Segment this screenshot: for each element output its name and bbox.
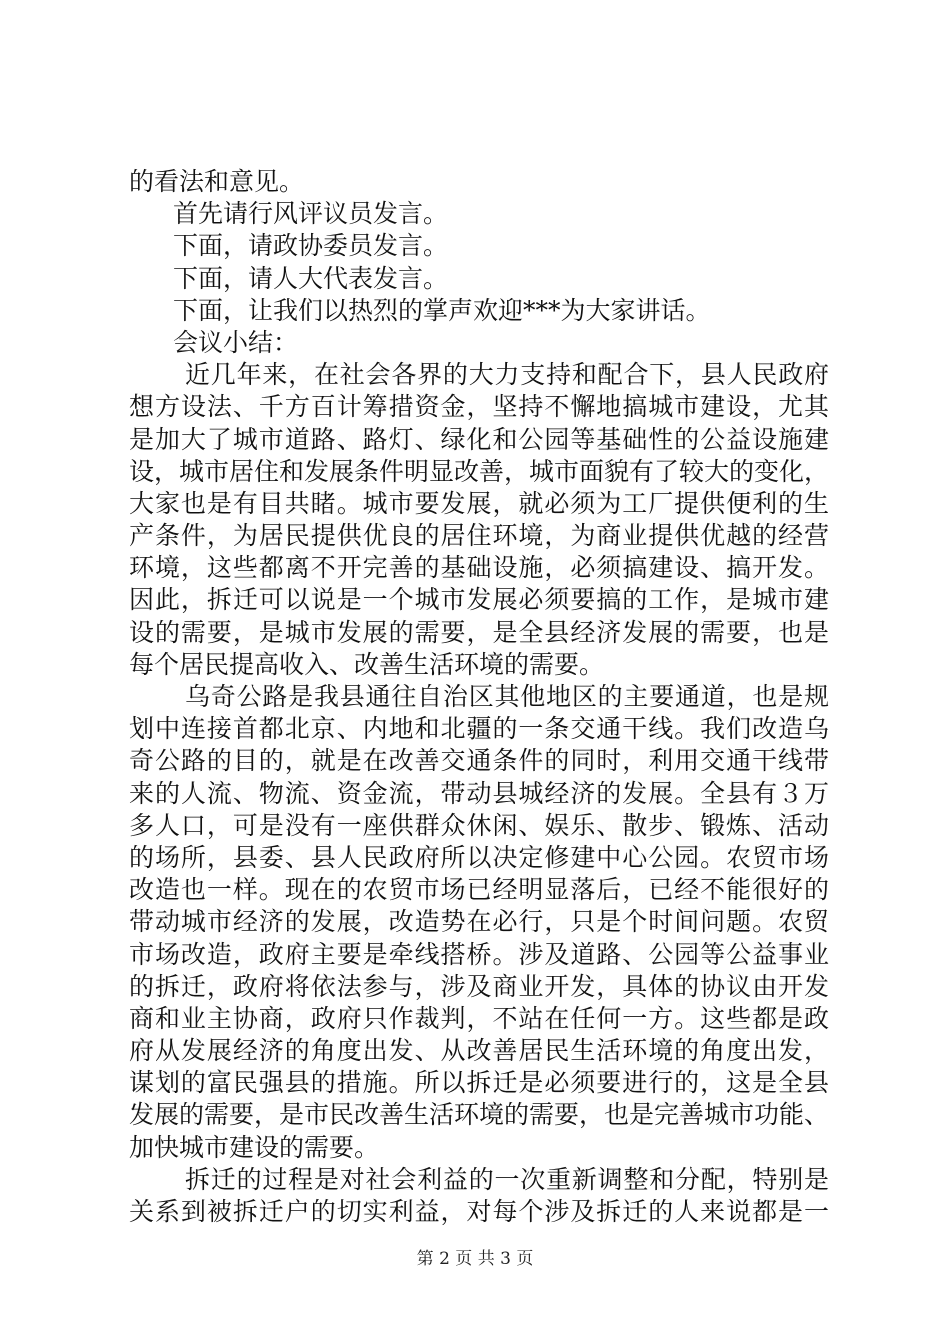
text-line: 拆迁的过程是对社会利益的一次重新调整和分配，特别是 <box>185 1164 829 1194</box>
text-line: 划中连接首都北京、内地和北疆的一条交通干线。我们改造乌 <box>129 714 829 744</box>
text-line: 府从发展经济的角度出发、从改善居民生活环境的角度出发， <box>129 1036 829 1066</box>
text-line: 的看法和意见。 <box>129 167 305 196</box>
text-line: 下面，让我们以热烈的掌声欢迎***为大家讲话。 <box>173 295 711 325</box>
text-line: 奇公路的目的，就是在改善交通条件的同时，利用交通干线带 <box>129 746 829 776</box>
text-line: 因此，拆迁可以说是一个城市发展必须要搞的工作，是城市建 <box>129 585 829 615</box>
text-line: 带动城市经济的发展，改造势在必行，只是个时间问题。农贸 <box>129 907 829 937</box>
text-line: 市场改造，政府主要是牵线搭桥。涉及道路、公园等公益事业 <box>129 939 829 969</box>
text-line: 首先请行风评议员发言。 <box>173 199 449 229</box>
text-line: 每个居民提高收入、改善生活环境的需要。 <box>129 649 605 679</box>
document-body <box>129 166 834 1228</box>
text-line: 发展的需要，是市民改善生活环境的需要，也是完善城市功能、 <box>129 1100 830 1130</box>
text-line: 改造也一样。现在的农贸市场已经明显落后，已经不能很好的 <box>129 875 829 905</box>
text-line: 会议小结： <box>173 327 299 357</box>
text-line: 大家也是有目共睹。城市要发展，就必须为工厂提供便利的生 <box>129 488 829 518</box>
text-line: 来的人流、物流、资金流，带动县城经济的发展。全县有３万 <box>129 778 829 808</box>
text-line: 的场所，县委、县人民政府所以决定修建中心公园。农贸市场 <box>129 842 829 872</box>
text-line: 多人口，可是没有一座供群众休闲、娱乐、散步、锻炼、活动 <box>129 810 829 840</box>
text-line: 的拆迁，政府将依法参与，涉及商业开发，具体的协议由开发 <box>129 971 829 1001</box>
text-line: 近几年来，在社会各界的大力支持和配合下，县人民政府 <box>185 360 829 390</box>
text-line: 环境，这些都离不开完善的基础设施，必须搞建设、搞开发。 <box>129 553 829 583</box>
text-line: 乌奇公路是我县通往自治区其他地区的主要通道，也是规 <box>185 682 829 711</box>
text-line: 设，城市居住和发展条件明显改善，城市面貌有了较大的变化， <box>129 456 830 486</box>
text-line: 设的需要，是城市发展的需要，是全县经济发展的需要，也是 <box>129 617 829 647</box>
text-line: 谋划的富民强县的措施。所以拆迁是必须要进行的，这是全县 <box>129 1068 829 1098</box>
text-line: 下面，请政协委员发言。 <box>173 231 449 261</box>
text-line: 产条件，为居民提供优良的居住环境，为商业提供优越的经营 <box>129 521 829 551</box>
text-line: 下面，请人大代表发言。 <box>173 263 449 293</box>
text-line: 想方设法、千方百计筹措资金，坚持不懈地搞城市建设，尤其 <box>129 392 829 422</box>
text-line: 加快城市建设的需要。 <box>129 1132 380 1162</box>
text-line: 商和业主协商，政府只作裁判，不站在任何一方。这些都是政 <box>129 1003 829 1033</box>
page-footer: 第 2 页 共 3 页 <box>416 1249 534 1269</box>
text-line: 关系到被拆迁户的切实利益，对每个涉及拆迁的人来说都是一 <box>129 1197 829 1226</box>
text-line: 是加大了城市道路、路灯、绿化和公园等基础性的公益设施建 <box>129 424 829 454</box>
